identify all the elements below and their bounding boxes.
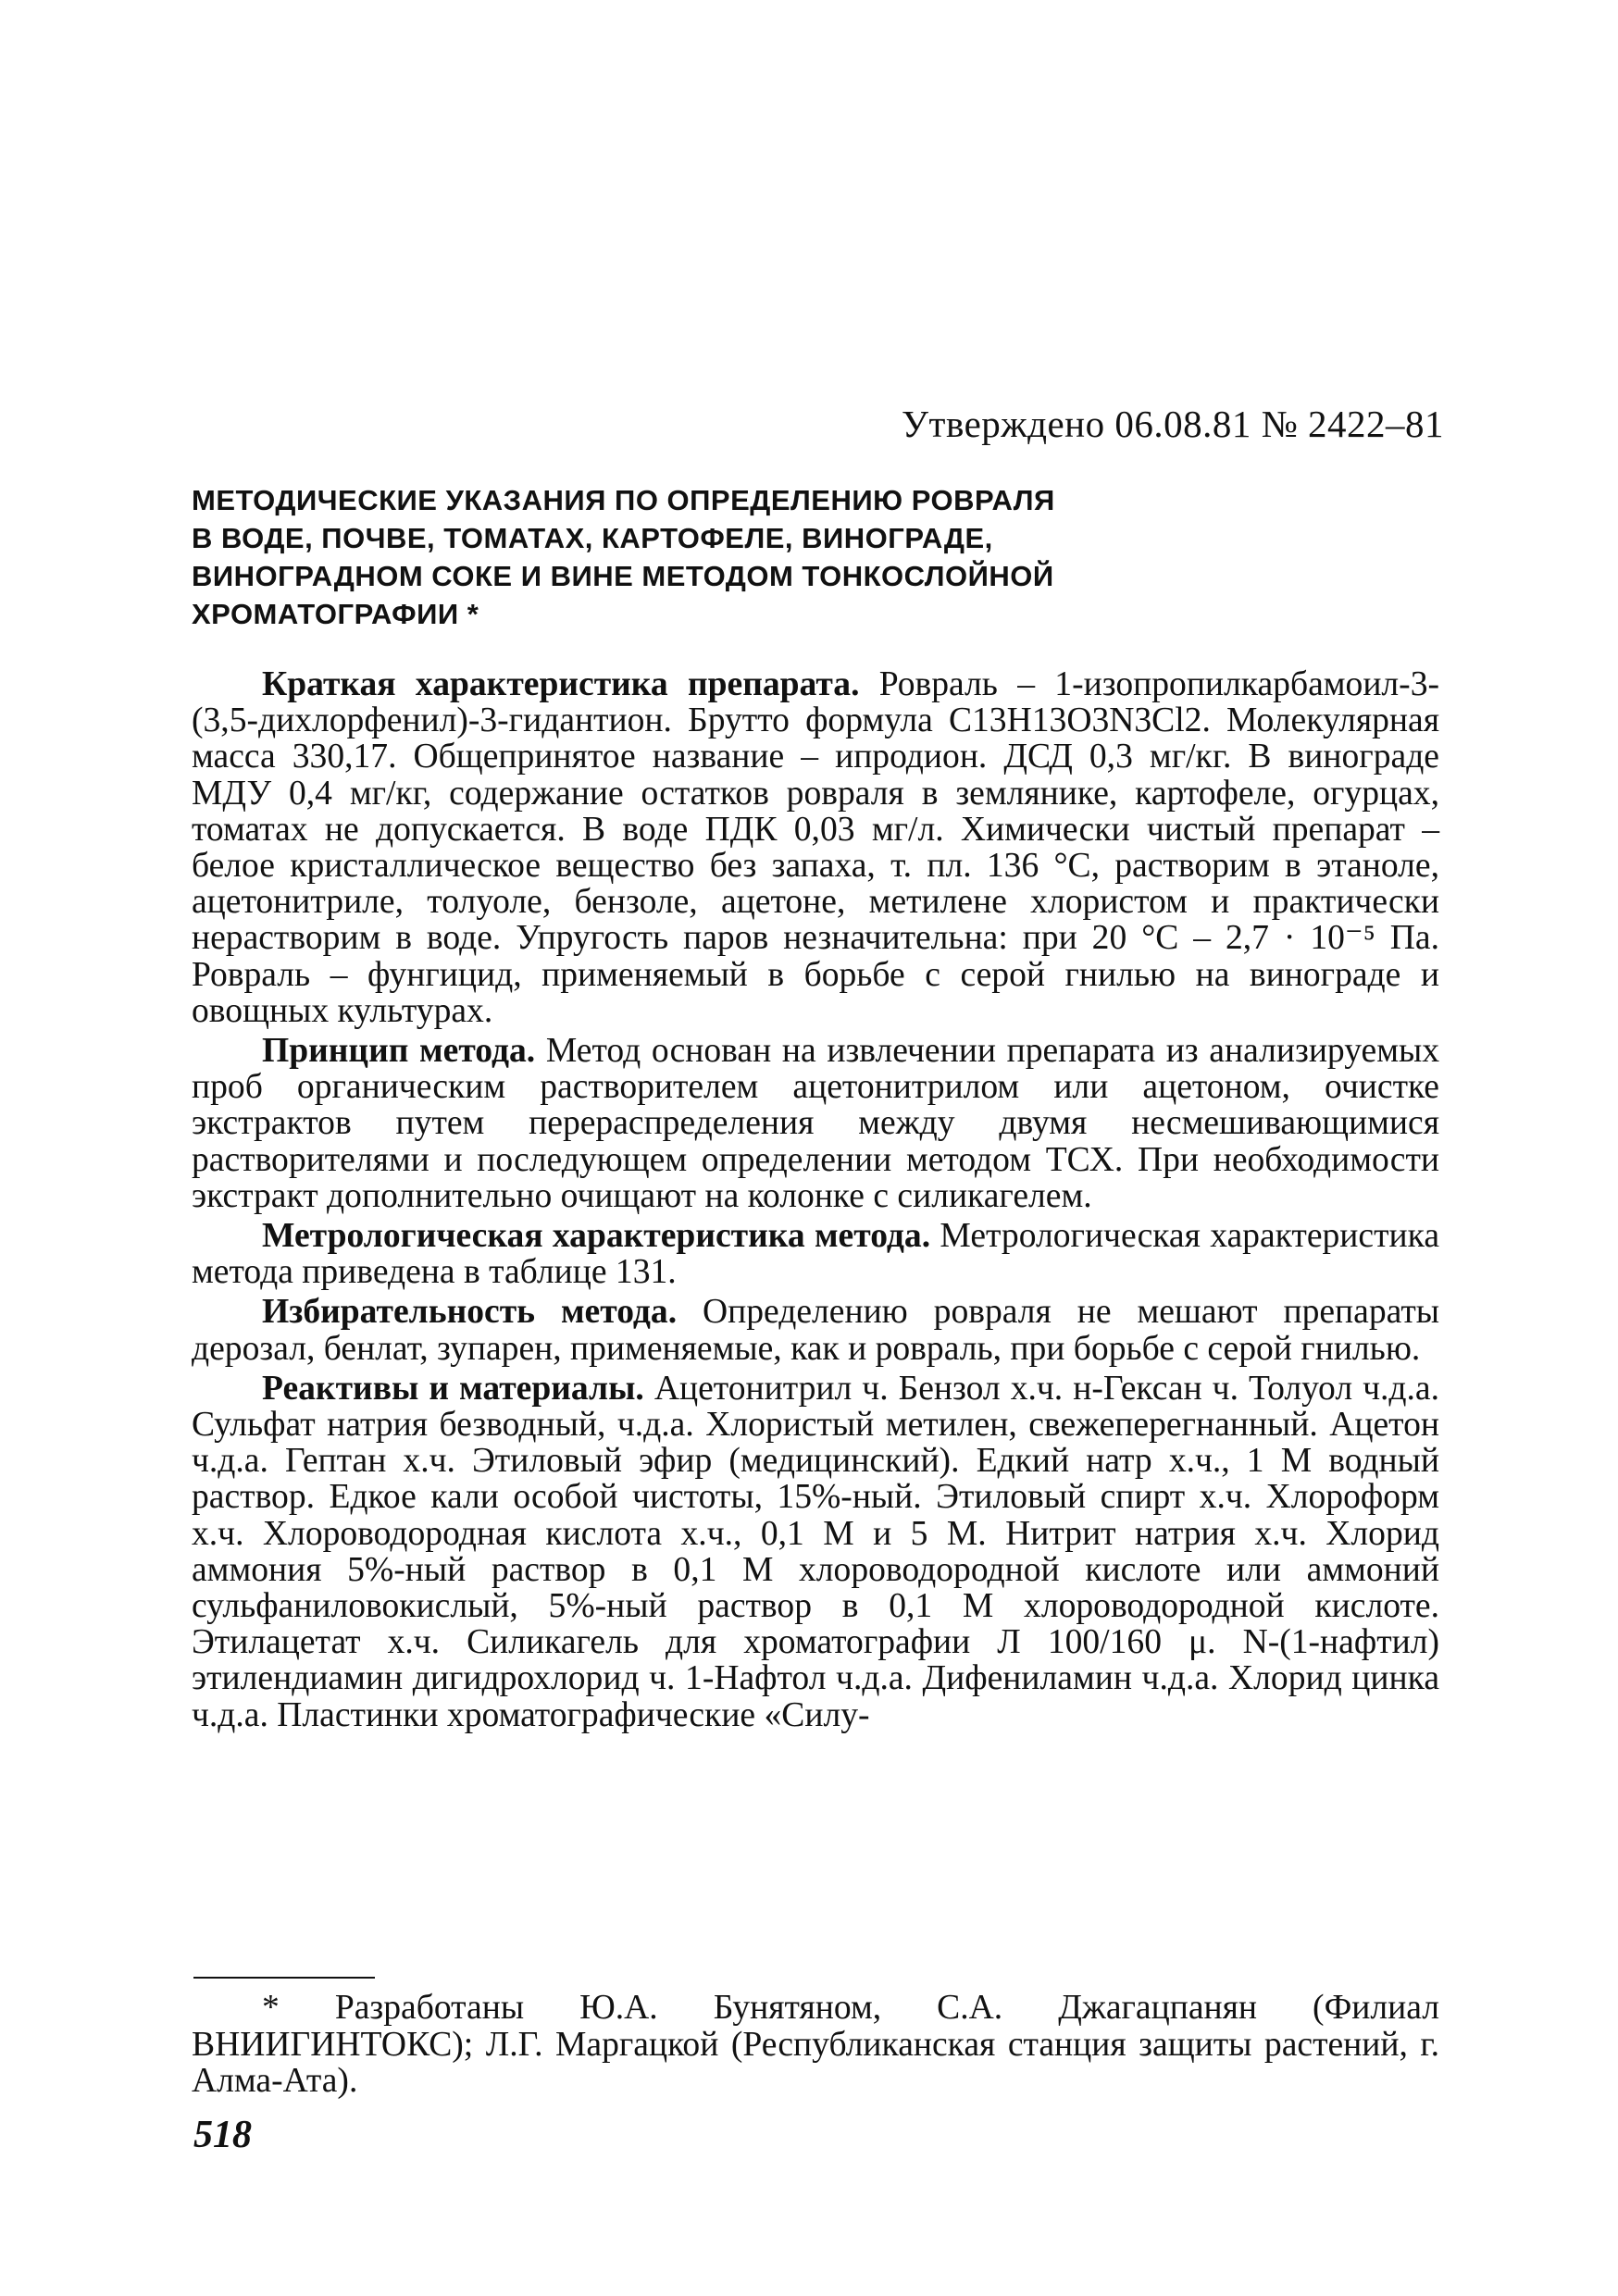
title-line-2: В ВОДЕ, ПОЧВЕ, ТОМАТАХ, КАРТОФЕЛЕ, ВИНОГРАДЕ, [192,522,993,554]
paragraph-lead: Принцип метода. [262,1032,536,1071]
footnote-divider [193,1977,375,1979]
approval-line: Утверждено 06.08.81 № 2422–81 [902,403,1444,445]
document-body [192,666,1439,1737]
title-line-4: ХРОМАТОГРАФИИ * [192,598,479,630]
paragraph-text: Ацетонитрил ч. Бензол х.ч. н-Гексан ч. Толуол ч.д.а. Сульфат натрия безводный, ч.д.а. Хлористый метилен, свежеперегнанный. Ацетон ч.д.а. Гептан х.ч. Этиловый эфир (медицинский). Едкий натр х.ч., 1 М водный раствор. Едкое кали особой чистоты, 15%-ный. Этиловый спирт х.ч. Хлороформ х.ч. Хлороводородная кислота х.ч., 0,1 М и 5 М. Нитрит натрия х.ч. Хлорид аммония 5%-ный раствор в 0,1 М хлороводородной кислоте или аммоний сульфаниловокислый, 5%-ный раствор в 0,1 М хлороводородной кислоте. Этилацетат х.ч. Силикагель для хроматографии Л 100/160 μ. N-(1-нафтил) этилендиамин дигидрохлорид ч. 1-Нафтол ч.д.а. Дифениламин ч.д.а. Хлорид цинка ч.д.а. Пластинки хроматографические «Силу- [192,1369,1439,1734]
paragraph-lead: Метрологическая характеристика метода. [262,1217,931,1256]
paragraph-method-principle [192,1033,1439,1214]
paragraph-lead: Избирательность метода. [262,1293,678,1332]
document-title [192,481,1450,633]
paragraph-brief-characteristic [192,666,1439,1029]
title-line-3: ВИНОГРАДНОМ СОКЕ И ВИНЕ МЕТОДОМ ТОНКОСЛОЙНОЙ [192,560,1054,592]
paragraph-reagents [192,1371,1439,1733]
paragraph-text: Ровраль – 1-изопропилкарбамоил-3-(3,5-дихлорфенил)-3-гидантион. Брутто формула C13H13O3N3Cl2. Молекулярная масса 330,17. Общепринятое название – ипродион. ДСД 0,3 мг/кг. В винограде МДУ 0,4 мг/кг, содержание остатков ровраля в землянике, картофеле, огурцах, томатах не допускается. В воде ПДК 0,03 мг/л. Химически чистый препарат – белое кристаллическое вещество без запаха, т. пл. 136 °С, растворим в этаноле, ацетонитриле, толуоле, бензоле, ацетоне, метилене хлористом и практически нерастворим в воде. Упругость паров незначительна: при 20 °С – 2,7 · 10⁻⁵ Па. Ровраль – фунгицид, применяемый в борьбе с серой гнилью на винограде и овощных культурах. [192,665,1439,1030]
paragraph-lead: Реактивы и материалы. [262,1369,644,1408]
paragraph-text: Метод основан на извлечении препарата из анализируемых проб органическим растворителем ацетонитрилом или ацетоном, очистке экстрактов путем перераспределения между двумя несмешивающимися растворителями и последующем определении методом ТСХ. При необходимости экстракт дополнительно очищают на колонке с силикагелем. [192,1032,1440,1215]
paragraph-text: Определению ровраля не мешают препараты дерозал, бенлат, зупарен, применяемые, как и ровраль, при борьбе с серой гнилью. [192,1293,1439,1368]
paragraph-selectivity [192,1294,1439,1366]
title-line-1: МЕТОДИЧЕСКИЕ УКАЗАНИЯ ПО ОПРЕДЕЛЕНИЮ РОВРАЛЯ [192,484,1055,516]
footnote: * Разработаны Ю.А. Бунятяном, С.А. Джагацпанян (Филиал ВНИИГИНТОКС); Л.Г. Маргацкой (Республиканская станция защиты растений, г. Алма-Ата). [192,1989,1439,2100]
paragraph-lead: Краткая характеристика препарата. [262,665,860,703]
paragraph-metrology [192,1218,1439,1290]
paragraph-text: Метрологическая характеристика метода приведена в таблице 131. [192,1217,1439,1292]
page-number: 518 [193,2114,252,2156]
